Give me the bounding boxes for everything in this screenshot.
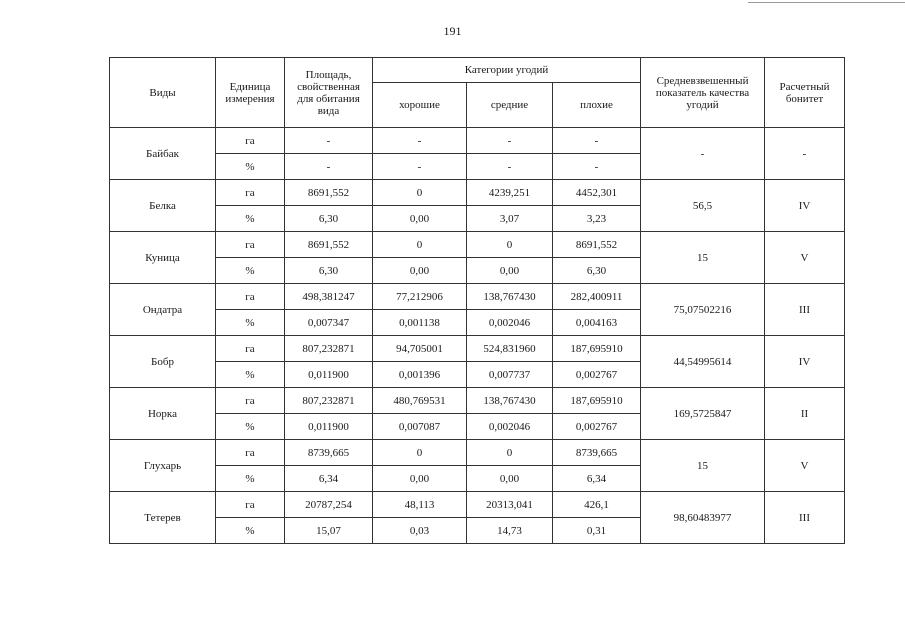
header-unit: Единица измерения (216, 58, 285, 128)
cell-pct-good: 0,001138 (373, 310, 467, 336)
page-number: 191 (443, 24, 462, 38)
cell-ha-medium: 4239,251 (467, 180, 553, 206)
cell-pct-good: 0,00 (373, 206, 467, 232)
cell-pct-good: - (373, 154, 467, 180)
cell-ha-good: 0 (373, 440, 467, 466)
cell-ha-unit: га (216, 180, 285, 206)
species-name: Куница (110, 232, 216, 284)
cell-pct-area: - (285, 154, 373, 180)
cell-ha-unit: га (216, 284, 285, 310)
cell-ha-unit: га (216, 492, 285, 518)
cell-pct-medium: 14,73 (467, 518, 553, 544)
header-species: Виды (110, 58, 216, 128)
cell-pct-poor: 6,34 (553, 466, 641, 492)
cell-ha-poor: 426,1 (553, 492, 641, 518)
cell-ha-medium: - (467, 128, 553, 154)
cell-pct-area: 15,07 (285, 518, 373, 544)
species-name: Норка (110, 388, 216, 440)
table-row (110, 128, 845, 154)
header-bonitet: Расчетный бонитет (765, 58, 845, 128)
cell-ha-unit: га (216, 440, 285, 466)
cell-pct-medium: 3,07 (467, 206, 553, 232)
cell-weighted-avg: 56,5 (641, 180, 765, 232)
cell-bonitet: III (765, 492, 845, 544)
cell-pct-area: 6,30 (285, 258, 373, 284)
cell-ha-poor: 4452,301 (553, 180, 641, 206)
cell-ha-good: 0 (373, 232, 467, 258)
header-weighted-avg: Средневзвешенный показатель качества угодий (641, 58, 765, 128)
cell-ha-poor: - (553, 128, 641, 154)
cell-ha-poor: 8739,665 (553, 440, 641, 466)
table-row (110, 440, 845, 466)
header-categories: Категории угодий (373, 58, 641, 83)
cell-ha-poor: 282,400911 (553, 284, 641, 310)
species-name: Белка (110, 180, 216, 232)
header-poor: плохие (553, 83, 641, 128)
cell-weighted-avg: 98,60483977 (641, 492, 765, 544)
cell-pct-area: 0,011900 (285, 362, 373, 388)
cell-ha-area: 20787,254 (285, 492, 373, 518)
table-body (110, 128, 845, 544)
cell-ha-good: 0 (373, 180, 467, 206)
cell-ha-unit: га (216, 336, 285, 362)
cell-ha-unit: га (216, 128, 285, 154)
cell-ha-good: 48,113 (373, 492, 467, 518)
species-name: Байбак (110, 128, 216, 180)
cell-pct-unit: % (216, 518, 285, 544)
cell-pct-good: 0,007087 (373, 414, 467, 440)
cell-ha-medium: 0 (467, 232, 553, 258)
cell-pct-area: 6,34 (285, 466, 373, 492)
cell-pct-poor: - (553, 154, 641, 180)
cell-ha-medium: 0 (467, 440, 553, 466)
cell-ha-good: 94,705001 (373, 336, 467, 362)
cell-ha-good: - (373, 128, 467, 154)
cell-weighted-avg: 15 (641, 232, 765, 284)
cell-pct-medium: 0,00 (467, 466, 553, 492)
cell-pct-poor: 6,30 (553, 258, 641, 284)
cell-pct-unit: % (216, 414, 285, 440)
cell-pct-medium: 0,007737 (467, 362, 553, 388)
cell-ha-good: 480,769531 (373, 388, 467, 414)
species-name: Ондатра (110, 284, 216, 336)
cell-bonitet: - (765, 128, 845, 180)
cell-ha-unit: га (216, 232, 285, 258)
cell-weighted-avg: 75,07502216 (641, 284, 765, 336)
cell-ha-area: 8739,665 (285, 440, 373, 466)
cell-pct-poor: 0,002767 (553, 362, 641, 388)
cell-pct-unit: % (216, 310, 285, 336)
cell-bonitet: II (765, 388, 845, 440)
cell-ha-medium: 138,767430 (467, 388, 553, 414)
cell-ha-area: 807,232871 (285, 336, 373, 362)
cell-weighted-avg: 169,5725847 (641, 388, 765, 440)
cell-ha-medium: 524,831960 (467, 336, 553, 362)
cell-ha-area: - (285, 128, 373, 154)
cell-ha-poor: 187,695910 (553, 336, 641, 362)
cell-pct-medium: 0,002046 (467, 310, 553, 336)
cell-ha-unit: га (216, 388, 285, 414)
cell-pct-unit: % (216, 362, 285, 388)
species-name: Глухарь (110, 440, 216, 492)
table-row (110, 492, 845, 518)
species-name: Тетерев (110, 492, 216, 544)
cell-ha-good: 77,212906 (373, 284, 467, 310)
cell-pct-medium: - (467, 154, 553, 180)
cell-ha-area: 8691,552 (285, 180, 373, 206)
cell-pct-area: 6,30 (285, 206, 373, 232)
cell-pct-good: 0,00 (373, 258, 467, 284)
cell-pct-good: 0,03 (373, 518, 467, 544)
cell-bonitet: III (765, 284, 845, 336)
table-row (110, 284, 845, 310)
cell-bonitet: V (765, 232, 845, 284)
table-row (110, 180, 845, 206)
cell-pct-medium: 0,002046 (467, 414, 553, 440)
cell-pct-unit: % (216, 466, 285, 492)
table-row (110, 388, 845, 414)
hunting-grounds-table (109, 57, 845, 544)
cell-pct-poor: 0,002767 (553, 414, 641, 440)
cell-ha-medium: 20313,041 (467, 492, 553, 518)
cell-ha-area: 498,381247 (285, 284, 373, 310)
cell-pct-good: 0,00 (373, 466, 467, 492)
cell-ha-poor: 187,695910 (553, 388, 641, 414)
cell-ha-area: 8691,552 (285, 232, 373, 258)
cell-pct-unit: % (216, 154, 285, 180)
cell-pct-medium: 0,00 (467, 258, 553, 284)
table-row (110, 232, 845, 258)
table-row (110, 336, 845, 362)
header-good: хорошие (373, 83, 467, 128)
cell-ha-poor: 8691,552 (553, 232, 641, 258)
cell-weighted-avg: 44,54995614 (641, 336, 765, 388)
species-name: Бобр (110, 336, 216, 388)
cell-pct-area: 0,011900 (285, 414, 373, 440)
cell-pct-poor: 0,004163 (553, 310, 641, 336)
header-area: Площадь, свойственная для обитания вида (285, 58, 373, 128)
cell-weighted-avg: - (641, 128, 765, 180)
cell-pct-unit: % (216, 206, 285, 232)
cell-ha-medium: 138,767430 (467, 284, 553, 310)
cell-bonitet: IV (765, 180, 845, 232)
cell-pct-poor: 3,23 (553, 206, 641, 232)
cell-pct-poor: 0,31 (553, 518, 641, 544)
cell-bonitet: IV (765, 336, 845, 388)
cell-pct-area: 0,007347 (285, 310, 373, 336)
header-medium: средние (467, 83, 553, 128)
cell-pct-good: 0,001396 (373, 362, 467, 388)
cell-pct-unit: % (216, 258, 285, 284)
cell-weighted-avg: 15 (641, 440, 765, 492)
scan-edge-line (748, 2, 905, 3)
cell-bonitet: V (765, 440, 845, 492)
cell-ha-area: 807,232871 (285, 388, 373, 414)
